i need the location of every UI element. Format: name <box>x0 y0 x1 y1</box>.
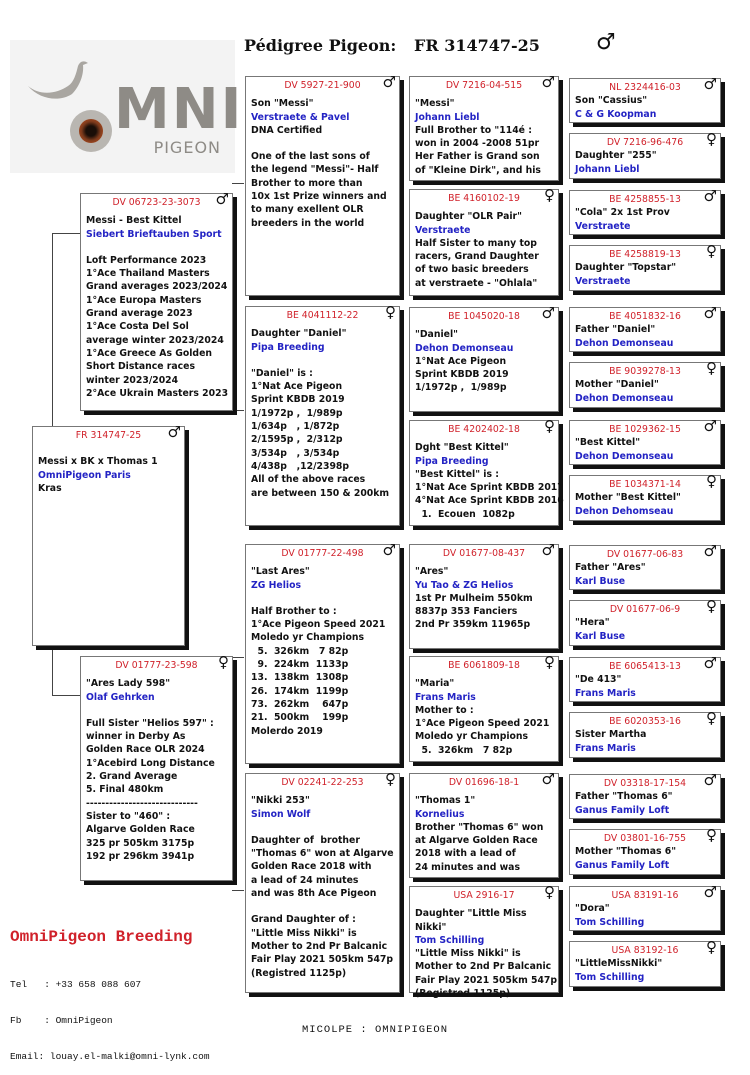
pigeon-name: "Last Ares" <box>251 566 310 578</box>
info-line: won in 2004 -2008 51pr <box>415 138 540 150</box>
ancestor-card[interactable] <box>569 938 721 987</box>
ring-number: NL 2324416-03 <box>609 82 681 93</box>
pigeon-name: Father "Ares" <box>575 562 646 574</box>
pigeon-name: "Cola" 2x 1st Prov <box>575 207 670 219</box>
ancestor-card[interactable] <box>569 542 721 590</box>
pigeon-name: Mother "Thomas 6" <box>575 846 677 858</box>
info-line: 1°Ace Europa Masters <box>86 294 202 306</box>
info-line: to many exellent OLR <box>251 204 364 216</box>
male-icon: ♂ <box>703 542 717 560</box>
connector-line <box>232 410 244 411</box>
breeder-name: Johann Liebl <box>575 163 640 175</box>
ring-number: DV 7216-04-515 <box>445 80 523 91</box>
spacer <box>251 137 394 150</box>
ancestor-card[interactable] <box>569 472 721 521</box>
pigeon-name: Daughter "Little Miss Nikki" <box>415 908 527 933</box>
ring-number: BE 6061809-18 <box>448 660 520 671</box>
pigeon-name: "Hera" <box>575 617 610 629</box>
info-line: 1/634p , 1/872p <box>251 421 340 433</box>
female-icon: ♀ <box>218 653 229 671</box>
info-line: Brother "Thomas 6" won <box>415 821 544 833</box>
male-icon: ♂ <box>167 423 181 441</box>
pigeon-name: "Daniel" <box>415 329 458 341</box>
info-line: 8837p 353 Fanciers <box>415 606 518 618</box>
grandparent-card[interactable] <box>245 303 400 526</box>
male-icon: ♂ <box>703 304 717 322</box>
ancestor-card[interactable] <box>569 242 721 291</box>
info-line: 1°Ace Thailand Masters <box>86 268 210 280</box>
footer-caption: MICOLPE : OMNIPIGEON <box>301 1024 449 1036</box>
info-line: 1°Ace Greece As Golden <box>86 347 212 359</box>
info-line: 1/1972p , 1/989p <box>415 382 507 394</box>
pigeon-icon <box>28 56 88 106</box>
ring-number: BE 6065413-13 <box>609 661 681 672</box>
great-grandparent-card[interactable] <box>409 541 559 649</box>
breeder-name: Ganus Family Loft <box>575 804 670 816</box>
spacer <box>251 821 394 834</box>
info-line: Mother to 2nd Pr Balcanic <box>415 961 552 973</box>
info-line: Moledo yr Champions <box>415 731 529 743</box>
ancestor-card[interactable] <box>569 359 721 408</box>
pigeon-name: Father "Thomas 6" <box>575 791 673 803</box>
info-line: breeders in the world <box>251 217 365 229</box>
info-line: Sister to "460" : <box>86 810 171 822</box>
info-line: 192 pr 296km 3941p <box>86 850 195 862</box>
info-line: Golden Race OLR 2024 <box>86 744 205 756</box>
info-line: Sprint KBDB 2019 <box>415 369 509 381</box>
logo-wordmark: MNI <box>114 77 244 142</box>
female-icon: ♀ <box>706 359 717 377</box>
info-line: 3/534p , 3/534p <box>251 447 340 459</box>
ring-number: FR 314747-25 <box>75 430 142 441</box>
male-icon: ♂ <box>703 187 717 205</box>
info-line: at Algarve Golden Race <box>415 835 538 847</box>
ancestor-card[interactable] <box>569 130 721 179</box>
info-line: Full Brother to "114é : <box>415 124 532 136</box>
contact-email[interactable]: Email: louay.el-malki@omni-lynk.com <box>10 1051 210 1062</box>
info-line: 1/1972p , 1/989p <box>251 407 343 419</box>
info-line: Short Distance races <box>86 361 196 373</box>
info-line: 2°Ace Ukrain Masters 2023 <box>86 387 229 399</box>
connector-line <box>232 657 244 658</box>
info-line: (Registred 1125p) <box>415 988 511 1000</box>
spacer <box>86 704 227 717</box>
spacer <box>251 354 394 367</box>
pigeon-name: "Ares Lady 598" <box>86 678 171 690</box>
connector-line <box>52 695 80 696</box>
pigeon-name: "De 413" <box>575 674 622 686</box>
info-line: 1°Ace Costa Del Sol <box>86 321 189 333</box>
male-icon: ♂ <box>703 417 717 435</box>
ring-number: DV 01696-18-1 <box>448 777 520 788</box>
pigeon-name: "Messi" <box>415 98 455 110</box>
info-line: 5. Final 480km <box>86 784 164 796</box>
pigeon-name: "Ares" <box>415 566 449 578</box>
breeder-name: Tom Schilling <box>415 934 485 946</box>
grandparent-card[interactable] <box>245 541 400 764</box>
info-line: at verstraete - "Ohlala" <box>415 277 538 289</box>
breeder-name: Verstraete <box>575 220 631 232</box>
info-line: 1°Ace Pigeon Speed 2021 <box>415 718 550 730</box>
info-line: Daughter of brother <box>251 834 360 846</box>
info-line: 4/438p ,12/2398p <box>251 460 350 472</box>
info-line: 1°Acebird Long Distance <box>86 757 215 769</box>
info-line: Brother to more than <box>251 177 363 189</box>
info-line: Golden Race 2018 with <box>251 861 372 873</box>
info-line: Algarve Golden Race <box>86 824 195 836</box>
breeder-name: Karl Buse <box>575 630 626 642</box>
contact-phone: Tel : +33 658 088 607 <box>10 979 142 990</box>
spacer <box>86 241 227 254</box>
ring-number: BE 4258855-13 <box>609 194 681 205</box>
info-line: a lead of 24 minutes <box>251 874 359 886</box>
connector-line <box>232 890 244 891</box>
ring-number: USA 83191-16 <box>611 890 679 901</box>
pigeon-name: Mother "Daniel" <box>575 379 659 391</box>
info-line: 1. Ecouen 1082p <box>415 508 515 520</box>
breeder-name: Dehon Demonseau <box>575 337 674 349</box>
info-line: winner in Derby As <box>86 731 186 743</box>
info-line: (Registred 1125p) <box>251 967 347 979</box>
female-icon: ♀ <box>706 242 717 260</box>
connector-line <box>232 183 244 184</box>
pigeon-name: "Thomas 1" <box>415 795 476 807</box>
breeder-name: Tom Schilling <box>575 916 645 928</box>
ring-number: DV 02241-22-253 <box>281 777 364 788</box>
great-grandparent-card[interactable] <box>409 417 564 526</box>
info-line: 1°Nat Ace Pigeon <box>251 381 343 393</box>
ring-number: BE 6020353-16 <box>609 716 681 727</box>
info-line: Mother to : <box>415 704 474 716</box>
ancestor-card[interactable] <box>569 883 721 931</box>
breeder-name: ZG Helios <box>251 579 301 591</box>
breeder-name: Verstraete <box>575 275 631 287</box>
eye-icon <box>70 110 112 152</box>
male-icon: ♂ <box>703 883 717 901</box>
grandparent-card[interactable] <box>245 770 400 993</box>
female-icon: ♀ <box>385 303 396 321</box>
ancestor-card[interactable] <box>569 771 721 819</box>
female-icon: ♀ <box>706 130 717 148</box>
info-line: DNA Certified <box>251 124 323 136</box>
breeder-name: Johann Liebl <box>415 111 480 123</box>
sire-card[interactable] <box>80 190 233 411</box>
great-grandparent-card[interactable] <box>409 883 559 1000</box>
female-icon: ♀ <box>544 186 555 204</box>
ring-number: BE 1045020-18 <box>448 311 520 322</box>
info-line: Full Sister "Helios 597" : <box>86 717 214 729</box>
info-line: 1°Nat Ace Pigeon <box>415 355 507 367</box>
info-line: 4°Nat Ace Sprint KBDB 2016 <box>415 495 564 507</box>
breeder-name: Yu Tao & ZG Helios <box>415 579 514 591</box>
pigeon-name: "Maria" <box>415 678 455 690</box>
pigeon-name: "Dora" <box>575 903 610 915</box>
info-line: 26. 174km 1199p <box>251 685 349 697</box>
info-line: Loft Performance 2023 <box>86 254 207 266</box>
pigeon-name: "Nikki 253" <box>251 795 310 807</box>
pigeon-name: Daughter "Topstar" <box>575 262 677 274</box>
female-icon: ♀ <box>385 770 396 788</box>
breeder-name: Ganus Family Loft <box>575 859 670 871</box>
great-grandparent-card[interactable] <box>409 73 559 181</box>
ring-number: BE 4202402-18 <box>448 424 520 435</box>
info-line: "Daniel" is : <box>251 367 313 379</box>
pigeon-name: Messi x BK x Thomas 1 <box>38 456 158 468</box>
male-icon: ♂ <box>703 75 717 93</box>
breeder-name: Karl Buse <box>575 575 626 587</box>
info-line: 24 minutes and was <box>415 861 520 873</box>
ancestor-card[interactable] <box>569 826 721 875</box>
ring-number: DV 03318-17-154 <box>603 778 687 789</box>
breeder-name: Dehon Dehomseau <box>575 505 674 517</box>
ancestor-card[interactable] <box>569 187 721 235</box>
breeder-name: Verstraete & Pavel <box>251 111 350 123</box>
page-title: Pédigree Pigeon: <box>244 36 397 55</box>
info-line: and was 8th Ace Pigeon <box>251 888 377 900</box>
ring-number: DV 01777-23-598 <box>115 660 198 671</box>
breeder-name: Pipa Breeding <box>251 341 325 353</box>
subject-pigeon-card[interactable] <box>32 423 185 646</box>
male-icon: ♂ <box>215 190 229 208</box>
info-line: the legend "Messi"- Half <box>251 164 379 176</box>
male-icon: ♂ <box>596 30 616 55</box>
info-line: Sprint KBDB 2019 <box>251 394 345 406</box>
ancestor-card[interactable] <box>569 75 721 123</box>
ring-number: DV 01677-06-9 <box>609 604 681 615</box>
breeder-title: OmniPigeon Breeding <box>10 928 193 946</box>
info-line: Moledo yr Champions <box>251 632 365 644</box>
breeder-name: Dehon Demonseau <box>575 450 674 462</box>
male-icon: ♂ <box>382 541 396 559</box>
pigeon-name: Dght "Best Kittel" <box>415 442 509 454</box>
pigeon-name: Father "Daniel" <box>575 324 656 336</box>
info-line: Half Brother to : <box>251 605 337 617</box>
breeder-name: Siebert Brieftauben Sport <box>86 228 222 240</box>
info-line: "Little Miss Nikki" is <box>415 948 521 960</box>
ring-number: DV 01777-22-498 <box>281 548 364 559</box>
great-grandparent-card[interactable] <box>409 304 559 412</box>
breeder-name: Verstraete <box>415 224 471 236</box>
pigeon-name: Daughter "OLR Pair" <box>415 211 522 223</box>
ring-number: USA 2916-17 <box>453 890 515 901</box>
breeder-name: Dehon Demonseau <box>575 392 674 404</box>
great-grandparent-card[interactable] <box>409 186 559 296</box>
great-grandparent-card[interactable] <box>409 770 559 878</box>
info-line: Molerdo 2019 <box>251 725 323 737</box>
great-grandparent-card[interactable] <box>409 653 559 762</box>
info-line: winter 2023/2024 <box>86 374 179 386</box>
info-line: 1°Ace Pigeon Speed 2021 <box>251 619 386 631</box>
breeder-name: Pipa Breeding <box>415 455 489 467</box>
breeder-name: OmniPigeon Paris <box>38 469 131 481</box>
ring-number: DV 01677-06-83 <box>606 549 684 560</box>
pigeon-name: Son "Messi" <box>251 98 314 110</box>
info-line: Grand Daughter of : <box>251 914 356 926</box>
info-line: 21. 500km 199p <box>251 712 349 724</box>
info-line: 1°Nat Ace Sprint KBDB 2017 <box>415 482 564 494</box>
logo-subtitle: PIGEON <box>153 138 221 157</box>
omnipigeon-logo <box>10 40 244 173</box>
ring-number: DV 01677-08-437 <box>442 548 526 559</box>
ancestor-card[interactable] <box>569 597 721 646</box>
ring-number: USA 83192-16 <box>611 945 679 956</box>
female-icon: ♀ <box>706 826 717 844</box>
ring-number: BE 1034371-14 <box>609 479 681 490</box>
pigeon-name: "Best Kittel" <box>575 437 641 449</box>
info-line: racers, Grand Daughter <box>415 251 539 263</box>
info-line: 10x 1st Prize winners and <box>251 191 387 203</box>
info-line: Kras <box>38 482 62 494</box>
ring-number: BE 1029362-15 <box>609 424 681 435</box>
male-icon: ♂ <box>541 73 555 91</box>
info-line: 5. 326km 7 82p <box>415 744 513 756</box>
female-icon: ♀ <box>544 417 555 435</box>
breeder-name: Tom Schilling <box>575 971 645 983</box>
info-line: Grand average 2023 <box>86 308 193 320</box>
ring-number: BE 4051832-16 <box>609 311 681 322</box>
info-line: 2018 with a lead of <box>415 848 516 860</box>
breeder-name: Frans Maris <box>575 687 636 699</box>
grandparent-card[interactable] <box>245 73 400 296</box>
ring-number: BE 4258819-13 <box>609 249 681 260</box>
male-icon: ♂ <box>382 73 396 91</box>
female-icon: ♀ <box>706 472 717 490</box>
info-line: 2/1595p , 2/312p <box>251 434 343 446</box>
ring-number: BE 9039278-13 <box>609 366 681 377</box>
info-line: 325 pr 505km 3175p <box>86 837 195 849</box>
info-line: 5. 326km 7 82p <box>251 645 349 657</box>
info-line: Half Sister to many top <box>415 237 537 249</box>
info-line: "Thomas 6" won at Algarve <box>251 848 394 860</box>
ring-number: DV 5927-21-900 <box>284 80 361 91</box>
female-icon: ♀ <box>706 709 717 727</box>
ancestor-card[interactable] <box>569 417 721 465</box>
info-line: 9. 224km 1133p <box>251 659 349 671</box>
ring-number: BE 4160102-19 <box>448 193 520 204</box>
info-line: One of the last sons of <box>251 151 370 163</box>
breeder-name: Simon Wolf <box>251 808 311 820</box>
info-line: Fair Play 2021 505km 547p <box>415 974 558 986</box>
female-icon: ♀ <box>544 653 555 671</box>
ring-number: DV 03801-16-755 <box>603 833 687 844</box>
info-line: Mother to 2nd Pr Balcanic <box>251 940 388 952</box>
spacer <box>251 592 394 605</box>
pigeon-name: Daughter "255" <box>575 150 657 162</box>
info-line: "Little Miss Nikki" is <box>251 927 357 939</box>
connector-line <box>52 233 53 428</box>
info-line: 13. 138km 1308p <box>251 672 349 684</box>
breeder-name: C & G Koopman <box>575 108 657 120</box>
pigeon-name: Son "Cassius" <box>575 95 648 107</box>
info-line: 1st Pr Mulheim 550km <box>415 592 533 604</box>
ancestor-card[interactable] <box>569 709 721 758</box>
info-line: All of the above races <box>251 474 366 486</box>
ring-number: DV 06723-23-3073 <box>112 197 201 208</box>
info-line: are between 150 & 200km <box>251 487 390 499</box>
ancestor-card[interactable] <box>569 654 721 702</box>
info-line: of two basic breeders <box>415 264 529 276</box>
info-line: 2. Grand Average <box>86 771 178 783</box>
male-icon: ♂ <box>541 770 555 788</box>
spacer <box>251 900 394 913</box>
info-line: 73. 262km 647p <box>251 698 349 710</box>
info-line: Fair Play 2021 505km 547p <box>251 954 394 966</box>
male-icon: ♂ <box>703 771 717 789</box>
header-ring-number: FR 314747-25 <box>414 36 540 55</box>
connector-line <box>52 645 53 695</box>
info-line: of "Kleine Dirk", and his <box>415 164 541 176</box>
info-line: average winter 2023/2024 <box>86 334 224 346</box>
female-icon: ♀ <box>706 938 717 956</box>
pigeon-name: Messi - Best Kittel <box>86 215 182 227</box>
pigeon-name: Sister Martha <box>575 729 647 741</box>
info-line: "Best Kittel" is : <box>415 468 499 480</box>
breeder-name: Kornelius <box>415 808 465 820</box>
info-line: Her Father is Grand son <box>415 151 540 163</box>
male-icon: ♂ <box>541 304 555 322</box>
breeder-name: Frans Maris <box>575 742 636 754</box>
male-icon: ♂ <box>541 541 555 559</box>
info-line: Grand averages 2023/2024 <box>86 281 228 293</box>
female-icon: ♀ <box>706 597 717 615</box>
pigeon-name: Daughter "Daniel" <box>251 328 347 340</box>
pigeon-name: Mother "Best Kittel" <box>575 492 681 504</box>
ring-number: BE 4041112-22 <box>286 310 359 321</box>
dam-card[interactable] <box>80 653 233 881</box>
ring-number: DV 7216-96-476 <box>606 137 684 148</box>
ancestor-card[interactable] <box>569 304 721 352</box>
breeder-name: Dehon Demonseau <box>415 342 514 354</box>
contact-info <box>10 955 210 1075</box>
contact-facebook: Fb : OmniPigeon <box>10 1015 113 1026</box>
male-icon: ♂ <box>703 654 717 672</box>
female-icon: ♀ <box>544 883 555 901</box>
connector-line <box>52 233 80 234</box>
pigeon-name: "LittleMissNikki" <box>575 958 663 970</box>
info-line: ----------------------------- <box>86 797 198 809</box>
breeder-name: Frans Maris <box>415 691 476 703</box>
breeder-name: Olaf Gehrken <box>86 691 155 703</box>
info-line: 2nd Pr 359km 11965p <box>415 619 531 631</box>
